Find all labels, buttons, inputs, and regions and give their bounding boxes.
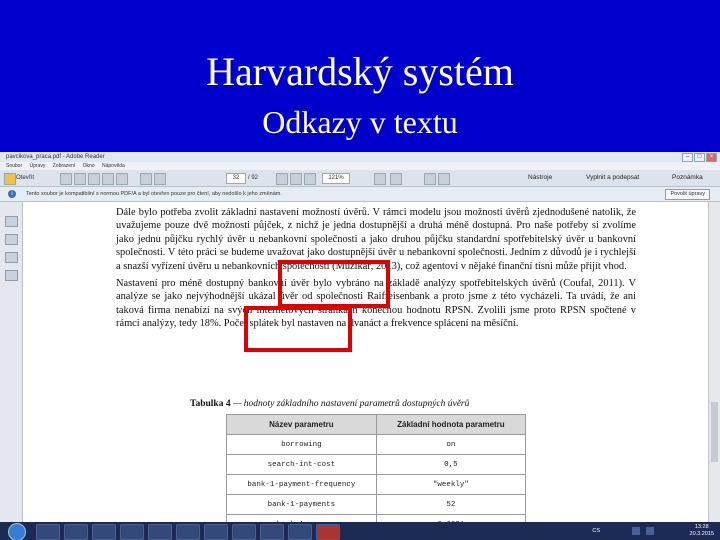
explorer-icon[interactable] <box>36 524 60 540</box>
table-cell: bank-1-payments <box>227 495 377 515</box>
reader-screenshot <box>0 152 720 540</box>
citation-highlight-box <box>244 306 352 352</box>
powerpoint-icon[interactable] <box>204 524 228 540</box>
system-clock[interactable] <box>690 524 714 538</box>
language-indicator[interactable]: CS <box>592 528 600 534</box>
adobe-reader-icon[interactable] <box>316 524 340 540</box>
table-cell: 52 <box>376 495 525 515</box>
table-cell: on <box>376 435 525 455</box>
save-icon[interactable] <box>60 173 72 185</box>
print-icon[interactable] <box>74 173 86 185</box>
parameter-table <box>226 414 526 535</box>
fill-and-sign-button[interactable]: Vyplnit a podepsat <box>586 174 640 181</box>
notification-bar <box>0 187 720 202</box>
enable-editing-button[interactable]: Povolit úpravy <box>665 189 710 200</box>
email-icon[interactable] <box>88 173 100 185</box>
slide-subtitle: Odkazy v textu <box>262 104 458 140</box>
page-number-input[interactable]: 32 <box>226 173 246 184</box>
volume-icon[interactable] <box>646 527 654 535</box>
window-title: pavcikova_praca.pdf - Adobe Reader <box>6 154 105 160</box>
open-button[interactable]: Otevřít <box>16 175 35 181</box>
highlight-icon[interactable] <box>438 173 450 185</box>
chrome-icon[interactable] <box>260 524 284 540</box>
menu-zobrazeni[interactable]: Zobrazení <box>52 163 76 169</box>
attachment-icon[interactable] <box>5 270 18 281</box>
signature-icon[interactable] <box>5 252 18 263</box>
maximize-icon[interactable]: □ <box>694 153 705 162</box>
network-icon[interactable] <box>632 527 640 535</box>
zoom-in-icon[interactable] <box>304 173 316 185</box>
windows-taskbar <box>0 522 720 540</box>
app-icon[interactable] <box>232 524 256 540</box>
table-caption-text: — hodnoty základního nastavení parametrů dostupných úvěrů <box>230 399 470 409</box>
minimize-icon[interactable]: – <box>682 153 693 162</box>
menu-napoveda[interactable]: Nápověda <box>102 163 125 169</box>
excel-icon[interactable] <box>176 524 200 540</box>
previous-page-icon[interactable] <box>140 173 152 185</box>
table-header-row <box>227 415 526 435</box>
bookmark-icon[interactable] <box>5 234 18 245</box>
table-cell: borrowing <box>227 435 377 455</box>
document-paragraph: Nastavení pro méně dostupný bankovní úvěr bylo vybráno na základě analýzy spotřebitelských úvěrů (Coufal, 2011). V analýze se jako nejvýhodnější ukázal úvěr od společnosti Raiffeisenbank a proto jsme z této vycházeli. Ta uvádí, že ani taková firma nenabízí na svých internetových stránkách konečnou hodnotu RPSN. Zvolili jsme proto RPSN spočtené v rámci analýzy, tedy 18%. Počet splátek byl nastaven na dvanáct a frekvence splácení na měsíční. <box>116 278 636 330</box>
scrollbar-thumb[interactable] <box>711 402 718 462</box>
browser-icon[interactable] <box>64 524 88 540</box>
table-row <box>227 435 526 455</box>
zoom-out-icon[interactable] <box>290 173 302 185</box>
next-page-icon[interactable] <box>154 173 166 185</box>
notification-message: Tento soubor je kompatibilní s normou PDF/A a byl otevřen pouze pro čtení, aby nedošlo k jeho změnám. <box>26 191 282 197</box>
table-cell: 0,5 <box>376 455 525 475</box>
table-caption-label: Tabulka 4 <box>190 399 231 409</box>
close-icon[interactable]: × <box>706 153 717 162</box>
media-icon[interactable] <box>92 524 116 540</box>
table-cell: bank-1-payment-frequency <box>227 475 377 495</box>
fit-page-icon[interactable] <box>374 173 386 185</box>
toolbar <box>0 170 720 187</box>
menu-bar <box>0 162 720 170</box>
cloud-icon[interactable] <box>102 173 114 185</box>
hand-tool-icon[interactable] <box>276 173 288 185</box>
document-paragraph: Dále bylo potřeba zvolit základní nastavení možností úvěrů. V rámci modelu jsou možnosti úvěrů zjednodušené natolik, že uvažujeme pouze dvě možnosti půjček, z nichž je jedna dostupnější a druhá méně dostupná. Pro naše potřeby si zvolíme jako jednu půjčku rychlý úvěr u nebankovní společnosti a jako druhou půjčku standardní spotřebitelský úvěr u bankovní společnosti. V této práci se budeme uvažovat jako dostupnější úvěr u nebankovní společnosti. Jedním z důvodů je i rychlejší a snazší vyřízení úvěru u nebankovních společností (Muzikář, 2013), což agentovi v nějaké finanční tísni může přijít vhod. <box>116 207 636 272</box>
table-cell: "weekly" <box>376 475 525 495</box>
table-header: Základní hodnota parametru <box>376 415 525 435</box>
table-row <box>227 475 526 495</box>
menu-okno[interactable]: Okno <box>82 163 95 169</box>
menu-upravy[interactable]: Úpravy <box>29 163 46 169</box>
menu-soubor[interactable]: Soubor <box>6 163 23 169</box>
fit-width-icon[interactable] <box>390 173 402 185</box>
clock-date: 20.3.2015 <box>689 531 714 537</box>
table-header: Název parametru <box>227 415 377 435</box>
thumbnail-icon[interactable] <box>116 173 128 185</box>
zoom-input[interactable]: 121% <box>322 173 350 184</box>
comment-button[interactable]: Poznámka <box>672 174 703 181</box>
table-row <box>227 495 526 515</box>
table-caption <box>190 399 469 409</box>
tools-button[interactable]: Nástroje <box>528 174 553 181</box>
comment-icon[interactable] <box>424 173 436 185</box>
window-titlebar <box>0 152 720 162</box>
mail-icon[interactable] <box>288 524 312 540</box>
folder-icon[interactable] <box>120 524 144 540</box>
slide-title: Harvardský systém <box>206 49 514 94</box>
start-button[interactable] <box>8 523 26 540</box>
table-cell: search-int-cost <box>227 455 377 475</box>
page-total: / 92 <box>248 175 259 181</box>
info-icon: i <box>8 190 16 198</box>
clock-time: 13:28 <box>694 524 709 530</box>
vertical-scrollbar[interactable] <box>708 202 720 522</box>
word-icon[interactable] <box>148 524 172 540</box>
page-thumbnails-icon[interactable] <box>5 216 18 227</box>
folder-icon[interactable] <box>4 173 16 185</box>
navigation-pane <box>0 202 23 522</box>
table-row <box>227 455 526 475</box>
citation-highlight-box <box>278 260 390 308</box>
